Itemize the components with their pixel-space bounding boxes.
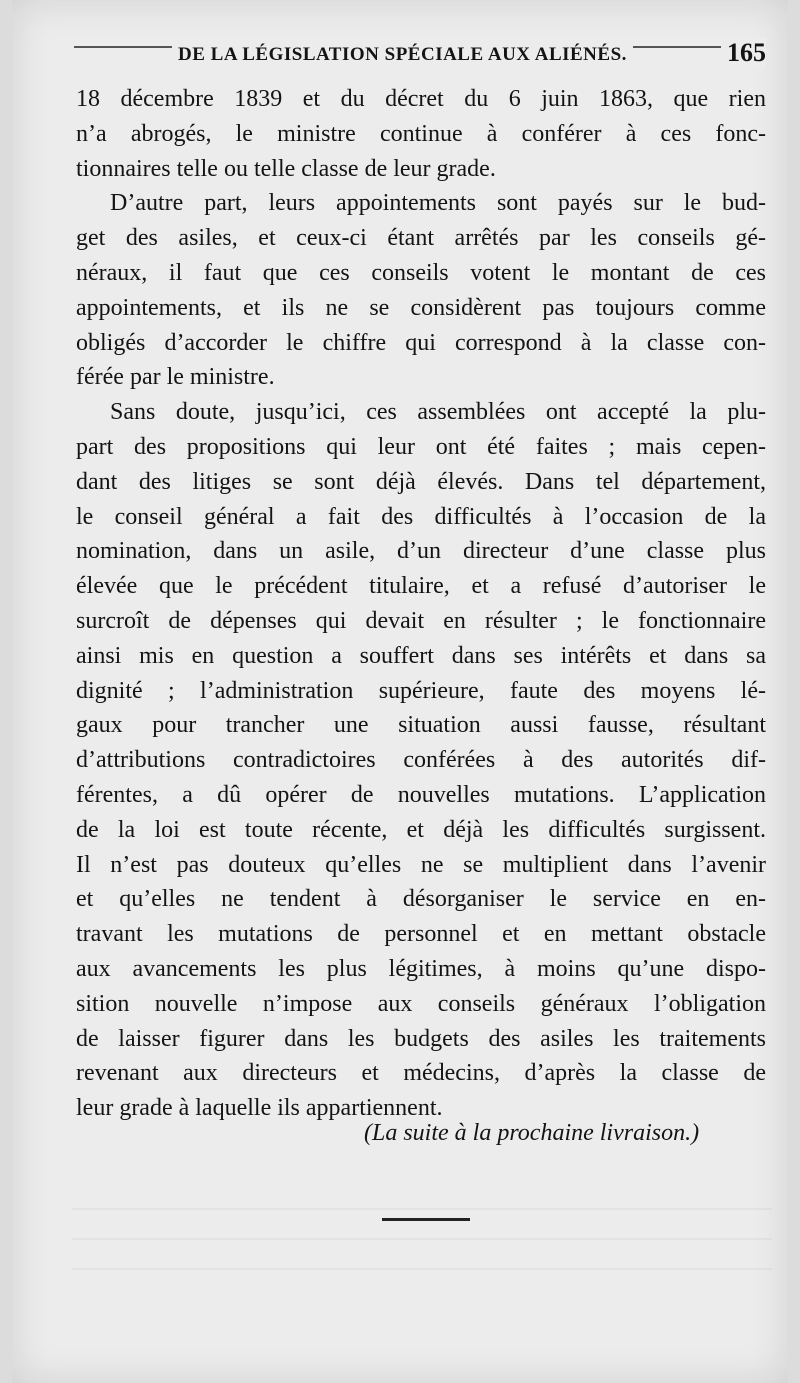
text-line: tionnaires telle ou telle classe de leur grade. xyxy=(76,155,496,182)
text-line: élevée que le précédent titulaire, et a refusé d’autoriser le xyxy=(76,573,766,600)
text-line: travant les mutations de personnel et en mettant obstacle xyxy=(76,921,766,948)
continuation-note-text: (La suite à la prochaine livraison.) xyxy=(364,1120,700,1146)
text-line: nomination, dans un asile, d’un directeur d’une classe plus xyxy=(76,538,766,565)
text-line: gaux pour trancher une situation aussi fausse, résultant xyxy=(76,712,766,739)
body-text xyxy=(76,82,766,1126)
text-line: dignité ; l’administration supérieure, faute des moyens lé- xyxy=(76,677,766,704)
text-line: 18 décembre 1839 et du décret du 6 juin 1863, que rien xyxy=(76,86,766,112)
text-line: n’a abrogés, le ministre continue à conférer à ces fonc- xyxy=(76,120,766,147)
text-line: et qu’elles ne tendent à désorganiser le service en en- xyxy=(76,886,766,913)
end-rule xyxy=(382,1218,470,1221)
continuation-note xyxy=(364,1120,699,1147)
text-line: surcroît de dépenses qui devait en résulter ; le fonctionnaire xyxy=(76,607,766,634)
text-line: Sans doute, jusqu’ici, ces assemblées ont accepté la plu- xyxy=(110,399,766,426)
text-line: de laisser figurer dans les budgets des asiles les traitements xyxy=(76,1025,766,1052)
book-page xyxy=(12,0,788,1383)
text-line: férée par le ministre. xyxy=(76,364,275,391)
text-line: revenant aux directeurs et médecins, d’après la classe de xyxy=(76,1060,766,1087)
text-line: néraux, il faut que ces conseils votent le montant de ces xyxy=(76,259,766,286)
text-line: D’autre part, leurs appointements sont payés sur le bud- xyxy=(110,190,766,217)
text-line: get des asiles, et ceux-ci étant arrêtés par les conseils gé- xyxy=(76,225,766,252)
text-line: leur grade à laquelle ils appartiennent. xyxy=(76,1095,443,1122)
text-line: Il n’est pas douteux qu’elles ne se multiplient dans l’avenir xyxy=(76,851,766,878)
running-header xyxy=(74,40,764,74)
page-number: 165 xyxy=(721,38,766,68)
text-line: sition nouvelle n’impose aux conseils généraux l’obligation xyxy=(76,990,766,1017)
text-line: ainsi mis en question a souffert dans ses intérêts et dans sa xyxy=(76,642,766,669)
text-line: aux avancements les plus légitimes, à moins qu’une dispo- xyxy=(76,955,766,982)
text-line: dant des litiges se sont déjà élevés. Dans tel département, xyxy=(76,468,766,495)
text-line: le conseil général a fait des difficultés à l’occasion de la xyxy=(76,503,766,530)
show-through-texture xyxy=(72,1190,772,1270)
text-line: appointements, et ils ne se considèrent pas toujours comme xyxy=(76,294,766,321)
text-line: obligés d’accorder le chiffre qui correspond à la classe con- xyxy=(76,329,766,356)
text-line: de la loi est toute récente, et déjà les difficultés surgissent. xyxy=(76,816,766,843)
text-line: part des propositions qui leur ont été faites ; mais cepen- xyxy=(76,433,766,460)
text-line: férentes, a dû opérer de nouvelles mutations. L’application xyxy=(76,781,766,808)
running-title: DE LA LÉGISLATION SPÉCIALE AUX ALIÉNÉS. xyxy=(172,44,633,66)
text-line: d’attributions contradictoires conférées à des autorités dif- xyxy=(76,747,766,774)
